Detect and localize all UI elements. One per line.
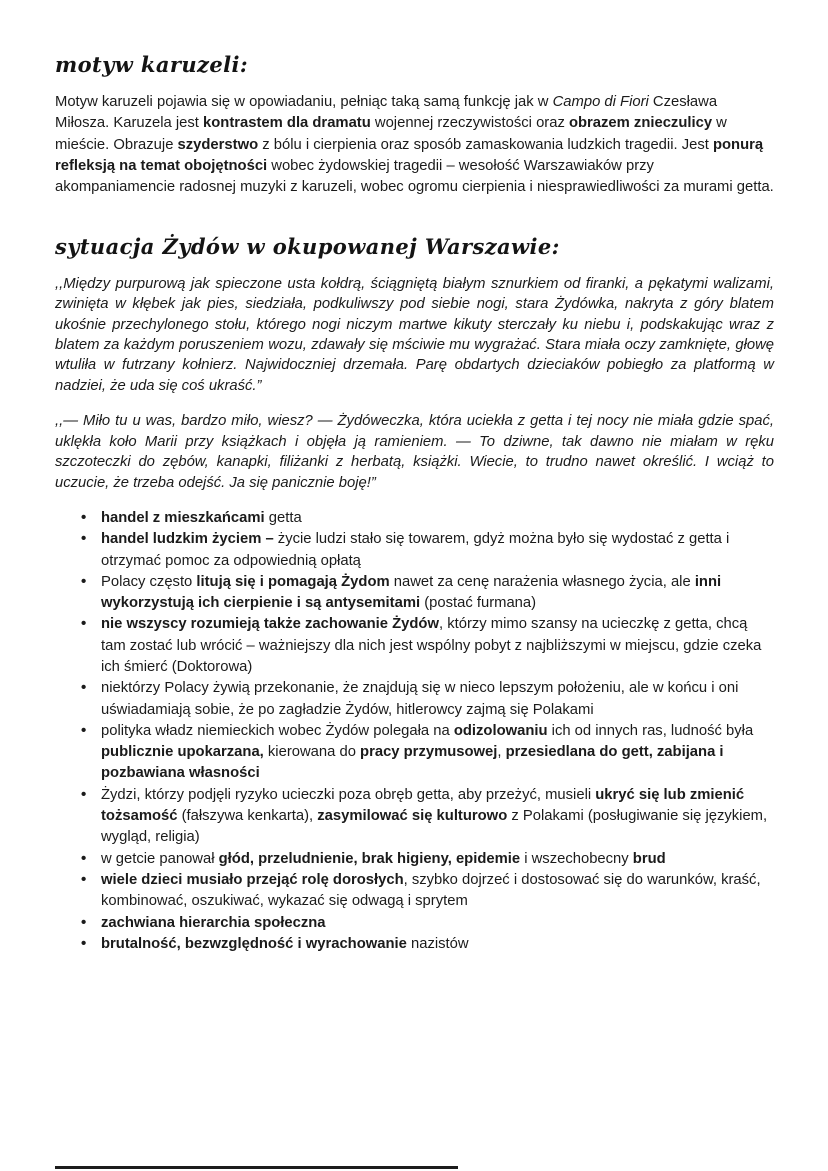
text-run: ,	[497, 744, 506, 761]
text-run: (postać furmana)	[420, 595, 537, 612]
bullet-item	[81, 870, 774, 913]
text-run: ich od innych ras, ludność była	[547, 722, 754, 739]
text-run: brud	[632, 850, 666, 867]
quote-zydoweczka	[55, 411, 774, 493]
text-run: inni wykorzystują ich cierpienie i są antysemitami	[101, 573, 722, 612]
text-run: , którzy mimo szansy na ucieczkę z getta, chcą tam zostać lub wrócić – ważniejszy dla nich jest wspólny pobyt z najbliższymi w miejscu, gdzie czeka ich śmierć (Doktorowa)	[101, 616, 762, 675]
text-run: handel ludzkim życiem –	[101, 531, 274, 548]
bullet-item	[81, 614, 774, 678]
text-run: wojennej rzeczywistości oraz	[370, 115, 569, 132]
text-run: w mieście. Obrazuje	[55, 115, 727, 153]
text-run: nawet za cenę narażenia własnego życia, ale	[389, 573, 695, 590]
text-run: handel z mieszkańcami	[101, 509, 265, 526]
text-run: Motyw karuzeli pojawia się w opowiadaniu, pełniąc taką samą funkcję jak w	[55, 94, 553, 111]
text-run: Żydzi, którzy podjęli ryzyko ucieczki poza obręb getta, aby przeżyć, musieli	[101, 786, 596, 803]
text-run: nazistów	[406, 935, 469, 952]
text-run: ponurą refleksją na temat obojętności	[55, 136, 764, 175]
text-run: publicznie upokarzana,	[101, 744, 264, 761]
text-run: polityka władz niemieckich wobec Żydów polegała na	[101, 722, 454, 739]
bullet-item	[81, 529, 774, 572]
text-run: , szybko dojrzeć i dostosować się do warunków, kraść, kombinować, oszukiwać, wykazać się odwagą i sprytem	[101, 871, 761, 910]
bullet-item	[81, 934, 774, 955]
text-run: szyderstwo	[177, 136, 259, 153]
text-run: odizolowaniu	[453, 722, 548, 739]
text-run: ,,Między purpurową jak spieczone usta kołdrą, ściągniętą białym sznurkiem od firanki, a pękatymi walizami, zwinięta w kłębek jak pies, siedziała, podkuliwszy pod siebie nogi, stara Żydówka, nakryta z góry blatem ukośnie przechylonego stołu, którego nogi niczym martwe kikuty sterczały ku niebu i, podskakując wraz z blatem za każdym poruszeniem wozu, zdawały się mściwie mu wygrażać. Stara miała oczy zamknięte, głowę wtuliła w futrzany kołnierz. Najwidoczniej drzemała. Parę obdartych dzieciaków pobiegło za platformą w nadziei, że uda się coś ukraść.”	[55, 275, 774, 394]
text-run: Campo di Fiori	[552, 94, 649, 111]
text-run: Polacy często	[101, 573, 197, 590]
text-run: kontrastem dla dramatu	[203, 115, 371, 132]
text-run: zasymilować się kulturowo	[317, 808, 508, 825]
text-run: litują się i pomagają Żydom	[196, 573, 390, 590]
text-run: pracy przymusowej	[360, 744, 498, 761]
text-run: brutalność, bezwzględność i wyrachowanie	[101, 935, 407, 952]
text-run: zachwiana hierarchia społeczna	[101, 914, 326, 931]
text-run: nie wszyscy rozumieją także zachowanie Żydów	[101, 616, 439, 633]
next-page-edge-line	[55, 1166, 458, 1169]
text-run: z Polakami (posługiwanie się językiem, wygląd, religia)	[101, 808, 768, 846]
text-run: głód, przeludnienie, brak higieny, epidemie	[218, 850, 521, 867]
text-run: obrazem znieczulicy	[568, 115, 713, 132]
text-run: wiele dzieci musiało przejąć rolę dorosłych	[101, 871, 404, 888]
text-run: i wszechobecny	[520, 850, 633, 867]
bullet-item	[81, 572, 774, 615]
section-heading-sytuacja-zydow: sytuacja Żydów w okupowanej Warszawie:	[55, 233, 560, 259]
bullet-item	[81, 721, 774, 785]
bullet-list-sytuacja	[81, 508, 774, 955]
text-run: getta	[264, 509, 302, 526]
text-run: w getcie panował	[101, 850, 219, 867]
text-run: Czesława Miłosza. Karuzela jest	[55, 94, 718, 132]
text-run: z bólu i cierpienia oraz sposób zamaskowania ludzkich tragedii. Jest	[258, 136, 713, 153]
paragraph-motyw-karuzeli	[55, 92, 774, 198]
bullet-item	[81, 913, 774, 934]
section-heading-motyw-karuzeli: motyw karuzeli:	[55, 52, 249, 77]
text-run: niektórzy Polacy żywią przekonanie, że znajdują się w nieco lepszym położeniu, ale w końcu i oni uświadamiają sobie, że po zagładzie Żydów, hitlerowcy zajmą się Polakami	[101, 680, 739, 718]
bullet-item	[81, 785, 774, 849]
text-run: ukryć się lub zmienić tożsamość	[101, 786, 745, 825]
text-run: wobec żydowskiej tragedii – wesołość Warszawiaków przy akompaniamencie radosnej muzyki z karuzeli, wobec ogromu cierpienia i niesprawiedliwości za murami getta.	[55, 158, 774, 196]
text-run: (fałszywa kenkarta),	[177, 808, 318, 825]
text-run: przesiedlana do gett, zabijana i pozbawiana własności	[101, 744, 724, 782]
bullet-item	[81, 678, 774, 721]
quote-stara-zydowka	[55, 274, 774, 396]
text-run: kierowana do	[263, 744, 361, 761]
text-run: ,,— Miło tu u was, bardzo miło, wiesz? — Żydóweczka, która uciekła z getta i tej nocy nie miała gdzie spać, uklękła koło Marii przy książkach i objęła ją ramieniem. — To dziwne, tak dawno nie miałam w ręku szczoteczki do zębów, kanapki, filiżanki z herbatą, książki. Wiecie, to trudno nawet określić. I wciąż to uczucie, że trzeba odejść. Ja się panicznie boję!”	[55, 413, 774, 491]
bullet-item	[81, 508, 774, 529]
text-run: życie ludzi stało się towarem, gdyż można było się wydostać z getta i otrzymać pomoc za odpowiednią opłatą	[101, 531, 730, 569]
bullet-item	[81, 849, 774, 870]
